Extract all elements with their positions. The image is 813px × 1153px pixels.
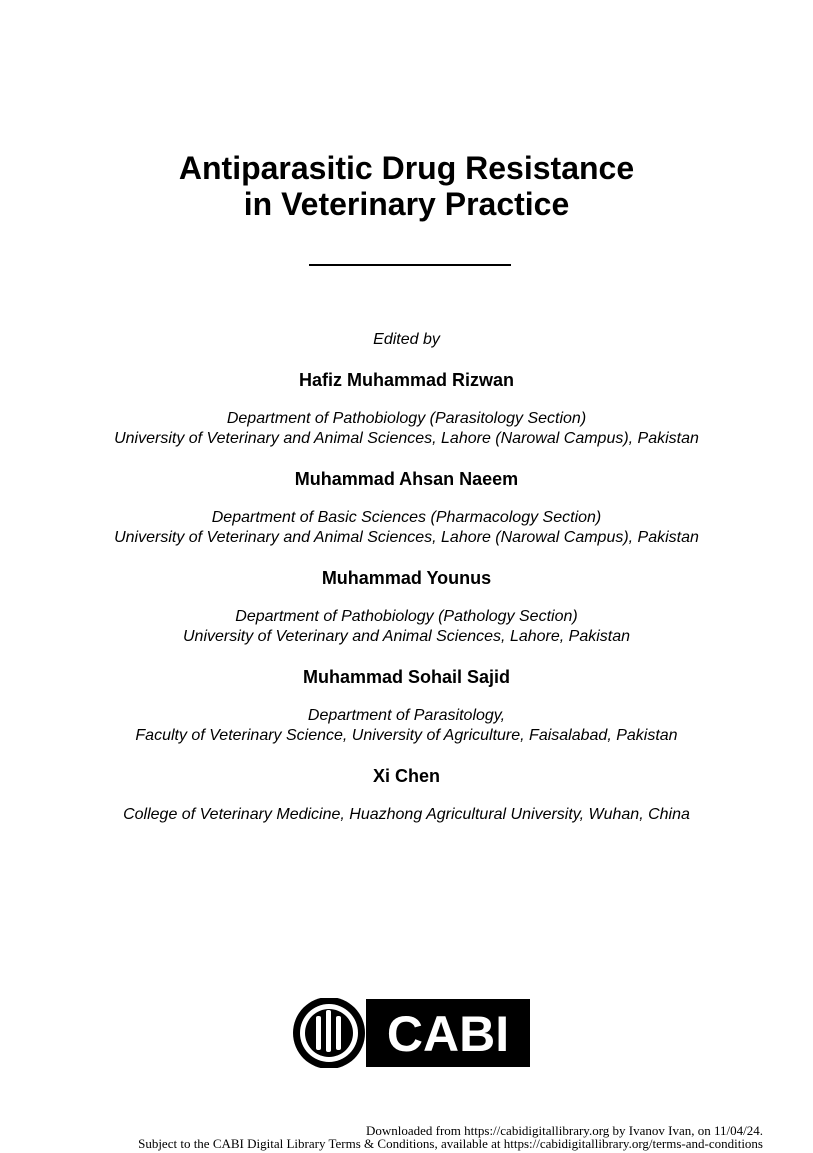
- cabi-emblem-icon: [293, 998, 365, 1068]
- editor-affiliation: [0, 508, 813, 548]
- editor-entry: [0, 765, 813, 825]
- affiliation-line: University of Veterinary and Animal Sciences, Lahore (Narowal Campus), Pakistan: [114, 430, 699, 447]
- editor-name: Muhammad Ahsan Naeem: [294, 469, 519, 489]
- book-title-line-2: in Veterinary Practice: [243, 186, 570, 222]
- edited-by-label: Edited by: [373, 331, 440, 348]
- editor-name: Muhammad Younus: [321, 568, 492, 588]
- download-notice-line-2: Subject to the CABI Digital Library Terms & Conditions, available at https://cabidigitallibrary.org/terms-and-conditions: [138, 1136, 763, 1151]
- editor-name: Muhammad Sohail Sajid: [302, 667, 511, 687]
- editor-affiliation: [0, 409, 813, 449]
- affiliation-line: College of Veterinary Medicine, Huazhong Agricultural University, Wuhan, China: [123, 806, 690, 823]
- title-divider: [309, 264, 511, 266]
- editor-name: Hafiz Muhammad Rizwan: [298, 370, 515, 390]
- editor-entry: [0, 666, 813, 746]
- affiliation-line: Department of Basic Sciences (Pharmacology Section): [211, 509, 602, 526]
- cabi-logo: [292, 998, 530, 1068]
- editor-affiliation: [0, 805, 813, 825]
- cabi-logo-text: CABI: [386, 1006, 510, 1062]
- editor-name: Xi Chen: [372, 766, 440, 786]
- editor-affiliation: [0, 607, 813, 647]
- editor-entry: [0, 369, 813, 449]
- affiliation-line: Faculty of Veterinary Science, University of Agriculture, Faisalabad, Pakistan: [135, 727, 678, 744]
- affiliation-line: Department of Pathobiology (Parasitology Section): [226, 410, 587, 427]
- book-title: [0, 150, 813, 222]
- download-notice-line-1: Downloaded from https://cabidigitallibrary.org by Ivanov Ivan, on 11/04/24.: [365, 1123, 763, 1138]
- download-notice: [138, 1124, 763, 1150]
- affiliation-line: University of Veterinary and Animal Sciences, Lahore (Narowal Campus), Pakistan: [114, 529, 699, 546]
- affiliation-line: Department of Parasitology,: [307, 707, 506, 724]
- book-title-line-1: Antiparasitic Drug Resistance: [178, 150, 635, 186]
- editor-entry: [0, 567, 813, 647]
- editor-affiliation: [0, 706, 813, 746]
- affiliation-line: University of Veterinary and Animal Sciences, Lahore, Pakistan: [182, 628, 631, 645]
- editors-section: [0, 330, 813, 844]
- editor-entry: [0, 468, 813, 548]
- affiliation-line: Department of Pathobiology (Pathology Section): [235, 608, 578, 625]
